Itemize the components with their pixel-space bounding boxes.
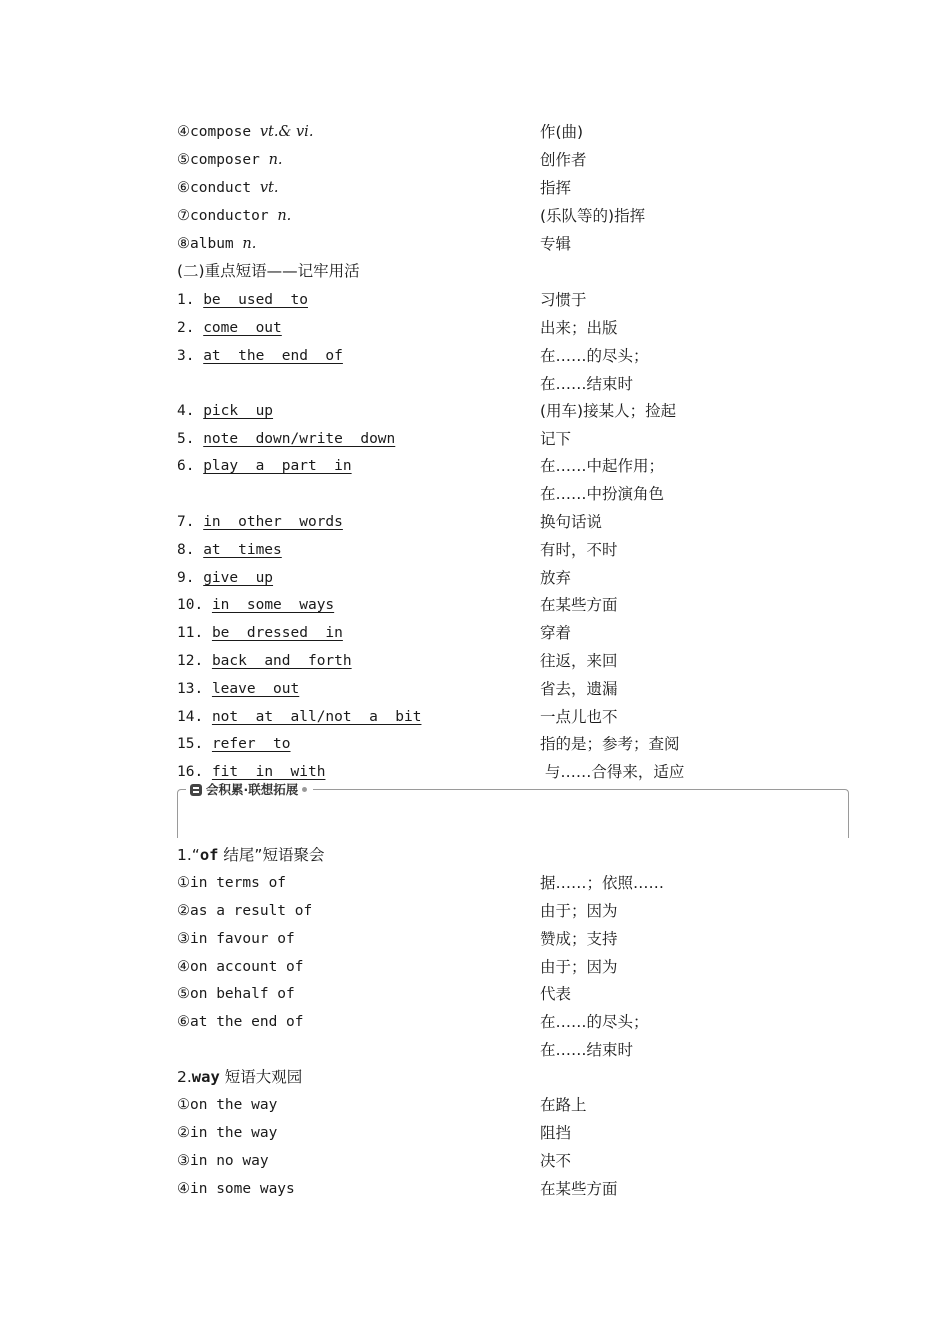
phrase-row [177, 732, 777, 756]
phrase-row [177, 593, 777, 617]
phrase-number: 16. [177, 764, 204, 780]
vocab-row [177, 120, 777, 144]
vocab-row [177, 176, 777, 200]
phrase-text: in other words [203, 514, 343, 530]
part-of-speech: n. [277, 208, 292, 224]
item-number: ① [177, 875, 190, 891]
section-banner [177, 782, 849, 838]
item-meaning: 据……；依照…… [540, 874, 665, 892]
phrase-row [177, 538, 777, 562]
phrase-number: 12. [177, 653, 204, 669]
phrase-number: 15. [177, 736, 204, 752]
phrase-text: note down/write down [203, 431, 396, 447]
group-title-suffix: 短语大观园 [219, 1068, 303, 1086]
phrase-text: be dressed in [211, 625, 343, 641]
phrase-text: be used to [203, 292, 308, 308]
item-meaning: 阻挡 [540, 1124, 572, 1142]
item-number: ⑧ [177, 236, 190, 252]
part-of-speech: n. [268, 152, 283, 168]
vocab-word: conduct [190, 180, 252, 196]
list-item [177, 1149, 777, 1173]
phrase-text: fit in with [211, 764, 326, 780]
group-title-suffix: 结尾”短语聚会 [218, 846, 325, 864]
item-phrase: at the end of [190, 1014, 304, 1030]
phrase-number: 14. [177, 709, 204, 725]
group-title-prefix: “ [191, 846, 200, 864]
group-title-keyword: of [199, 846, 219, 864]
item-phrase: as a result of [190, 903, 313, 919]
phrase-text: play a part in [203, 458, 352, 474]
group-number: 1. [177, 846, 192, 864]
phrase-text: give up [203, 570, 274, 586]
phrase-text: pick up [203, 403, 274, 419]
phrase-meaning: 省去，遗漏 [540, 680, 618, 698]
list-item [177, 1121, 777, 1145]
item-phrase: in favour of [190, 931, 295, 947]
item-meaning: 赞成；支持 [540, 930, 618, 948]
phrase-meaning: 穿着 [540, 624, 572, 642]
item-meaning: 在……的尽头； [540, 1013, 649, 1031]
phrase-text: at the end of [203, 348, 343, 364]
item-meaning: 代表 [540, 985, 572, 1003]
item-number: ③ [177, 931, 190, 947]
phrase-meaning-line2: 在……结束时 [540, 375, 634, 393]
item-number: ③ [177, 1153, 190, 1169]
list-item [177, 1093, 777, 1117]
phrase-number: 7. [177, 514, 195, 530]
list-item [177, 899, 777, 923]
vocab-meaning: 创作者 [540, 151, 587, 169]
item-number: ⑤ [177, 986, 190, 1002]
phrase-meaning: 换句话说 [540, 513, 603, 531]
vocab-meaning: (乐队等的)指挥 [540, 207, 646, 225]
part-of-speech: vt.& vi. [259, 124, 314, 140]
vocab-row [177, 204, 777, 228]
phrase-text: in some ways [211, 597, 335, 613]
item-number: ② [177, 903, 190, 919]
phrase-meaning: 往返，来回 [540, 652, 618, 670]
item-number: ④ [177, 959, 190, 975]
phrase-row [177, 288, 777, 312]
phrase-row [177, 649, 777, 673]
phrase-row [177, 677, 777, 701]
phrase-row [177, 427, 777, 451]
phrase-meaning: 指的是；参考；查阅 [540, 735, 680, 753]
phrase-text: leave out [211, 681, 300, 697]
group-heading [177, 1065, 302, 1089]
phrase-number: 2. [177, 320, 195, 336]
group-number: 2. [177, 1068, 192, 1086]
phrase-text: come out [203, 320, 282, 336]
list-item [177, 1010, 777, 1059]
item-phrase: on account of [190, 959, 304, 975]
list-item [177, 955, 777, 979]
vocab-meaning: 作(曲) [540, 123, 584, 141]
phrase-row [177, 510, 777, 534]
banner-title: 会积累·联想拓展 [206, 782, 299, 797]
phrases-heading: (二)重点短语——记牢用活 [177, 262, 360, 280]
item-phrase: on behalf of [190, 986, 295, 1002]
phrase-row [177, 705, 777, 729]
phrase-meaning: 与……合得来，适应 [540, 763, 685, 781]
phrase-text: back and forth [211, 653, 352, 669]
phrase-meaning: 习惯于 [540, 291, 587, 309]
phrase-text: at times [203, 542, 282, 558]
phrase-number: 1. [177, 292, 195, 308]
item-number: ⑥ [177, 1014, 190, 1030]
item-number: ⑥ [177, 180, 190, 196]
phrase-meaning: 一点儿也不 [540, 708, 618, 726]
phrase-meaning: (用车)接某人；捡起 [540, 402, 677, 420]
item-phrase: on the way [190, 1097, 278, 1113]
phrase-meaning: 在……的尽头； [540, 347, 649, 365]
vocab-meaning: 专辑 [540, 235, 572, 253]
vocab-word: composer [190, 152, 260, 168]
item-meaning: 在路上 [540, 1096, 587, 1114]
group-heading [177, 843, 324, 867]
phrase-meaning: 有时，不时 [540, 541, 618, 559]
vocab-meaning: 指挥 [540, 179, 572, 197]
phrase-text: refer to [211, 736, 291, 752]
vocab-word: conductor [190, 208, 269, 224]
vocab-row [177, 148, 777, 172]
phrase-number: 9. [177, 570, 195, 586]
phrase-number: 5. [177, 431, 195, 447]
phrase-row [177, 316, 777, 340]
item-number: ④ [177, 124, 190, 140]
part-of-speech: n. [242, 236, 257, 252]
item-number: ⑦ [177, 208, 190, 224]
phrase-meaning: 在某些方面 [540, 596, 618, 614]
phrase-number: 6. [177, 458, 195, 474]
dot-icon [302, 787, 307, 792]
phrase-text: not at all/not a bit [211, 709, 422, 725]
phrase-row [177, 344, 777, 393]
item-number: ④ [177, 1181, 190, 1197]
item-number: ② [177, 1125, 190, 1141]
vocab-row [177, 232, 777, 256]
list-item [177, 982, 777, 1006]
phrase-row [177, 399, 777, 423]
item-meaning: 决不 [540, 1152, 572, 1170]
list-icon [190, 784, 202, 796]
list-item [177, 1177, 777, 1201]
vocab-word: album [190, 236, 234, 252]
item-phrase: in no way [190, 1153, 269, 1169]
item-meaning-line2: 在……结束时 [540, 1041, 634, 1059]
phrase-number: 10. [177, 597, 204, 613]
part-of-speech: vt. [259, 180, 279, 196]
phrase-number: 3. [177, 348, 195, 364]
phrase-meaning: 放弃 [540, 569, 572, 587]
phrase-number: 11. [177, 625, 204, 641]
list-item [177, 871, 777, 895]
item-number: ① [177, 1097, 190, 1113]
phrase-meaning: 记下 [540, 430, 572, 448]
phrase-number: 8. [177, 542, 195, 558]
item-phrase: in some ways [190, 1181, 295, 1197]
phrase-number: 4. [177, 403, 195, 419]
item-phrase: in the way [190, 1125, 278, 1141]
item-phrase: in terms of [190, 875, 287, 891]
item-number: ⑤ [177, 152, 190, 168]
vocab-word: compose [190, 124, 252, 140]
phrase-meaning: 在……中起作用； [540, 457, 665, 475]
item-meaning: 由于；因为 [540, 958, 618, 976]
phrase-row [177, 566, 777, 590]
phrase-meaning: 出来；出版 [540, 319, 618, 337]
phrase-row [177, 454, 777, 503]
phrase-number: 13. [177, 681, 204, 697]
list-item [177, 927, 777, 951]
item-meaning: 由于；因为 [540, 902, 618, 920]
phrase-row [177, 621, 777, 645]
group-title-keyword: way [191, 1068, 220, 1086]
item-meaning: 在某些方面 [540, 1180, 618, 1198]
phrase-meaning-line2: 在……中扮演角色 [540, 485, 665, 503]
